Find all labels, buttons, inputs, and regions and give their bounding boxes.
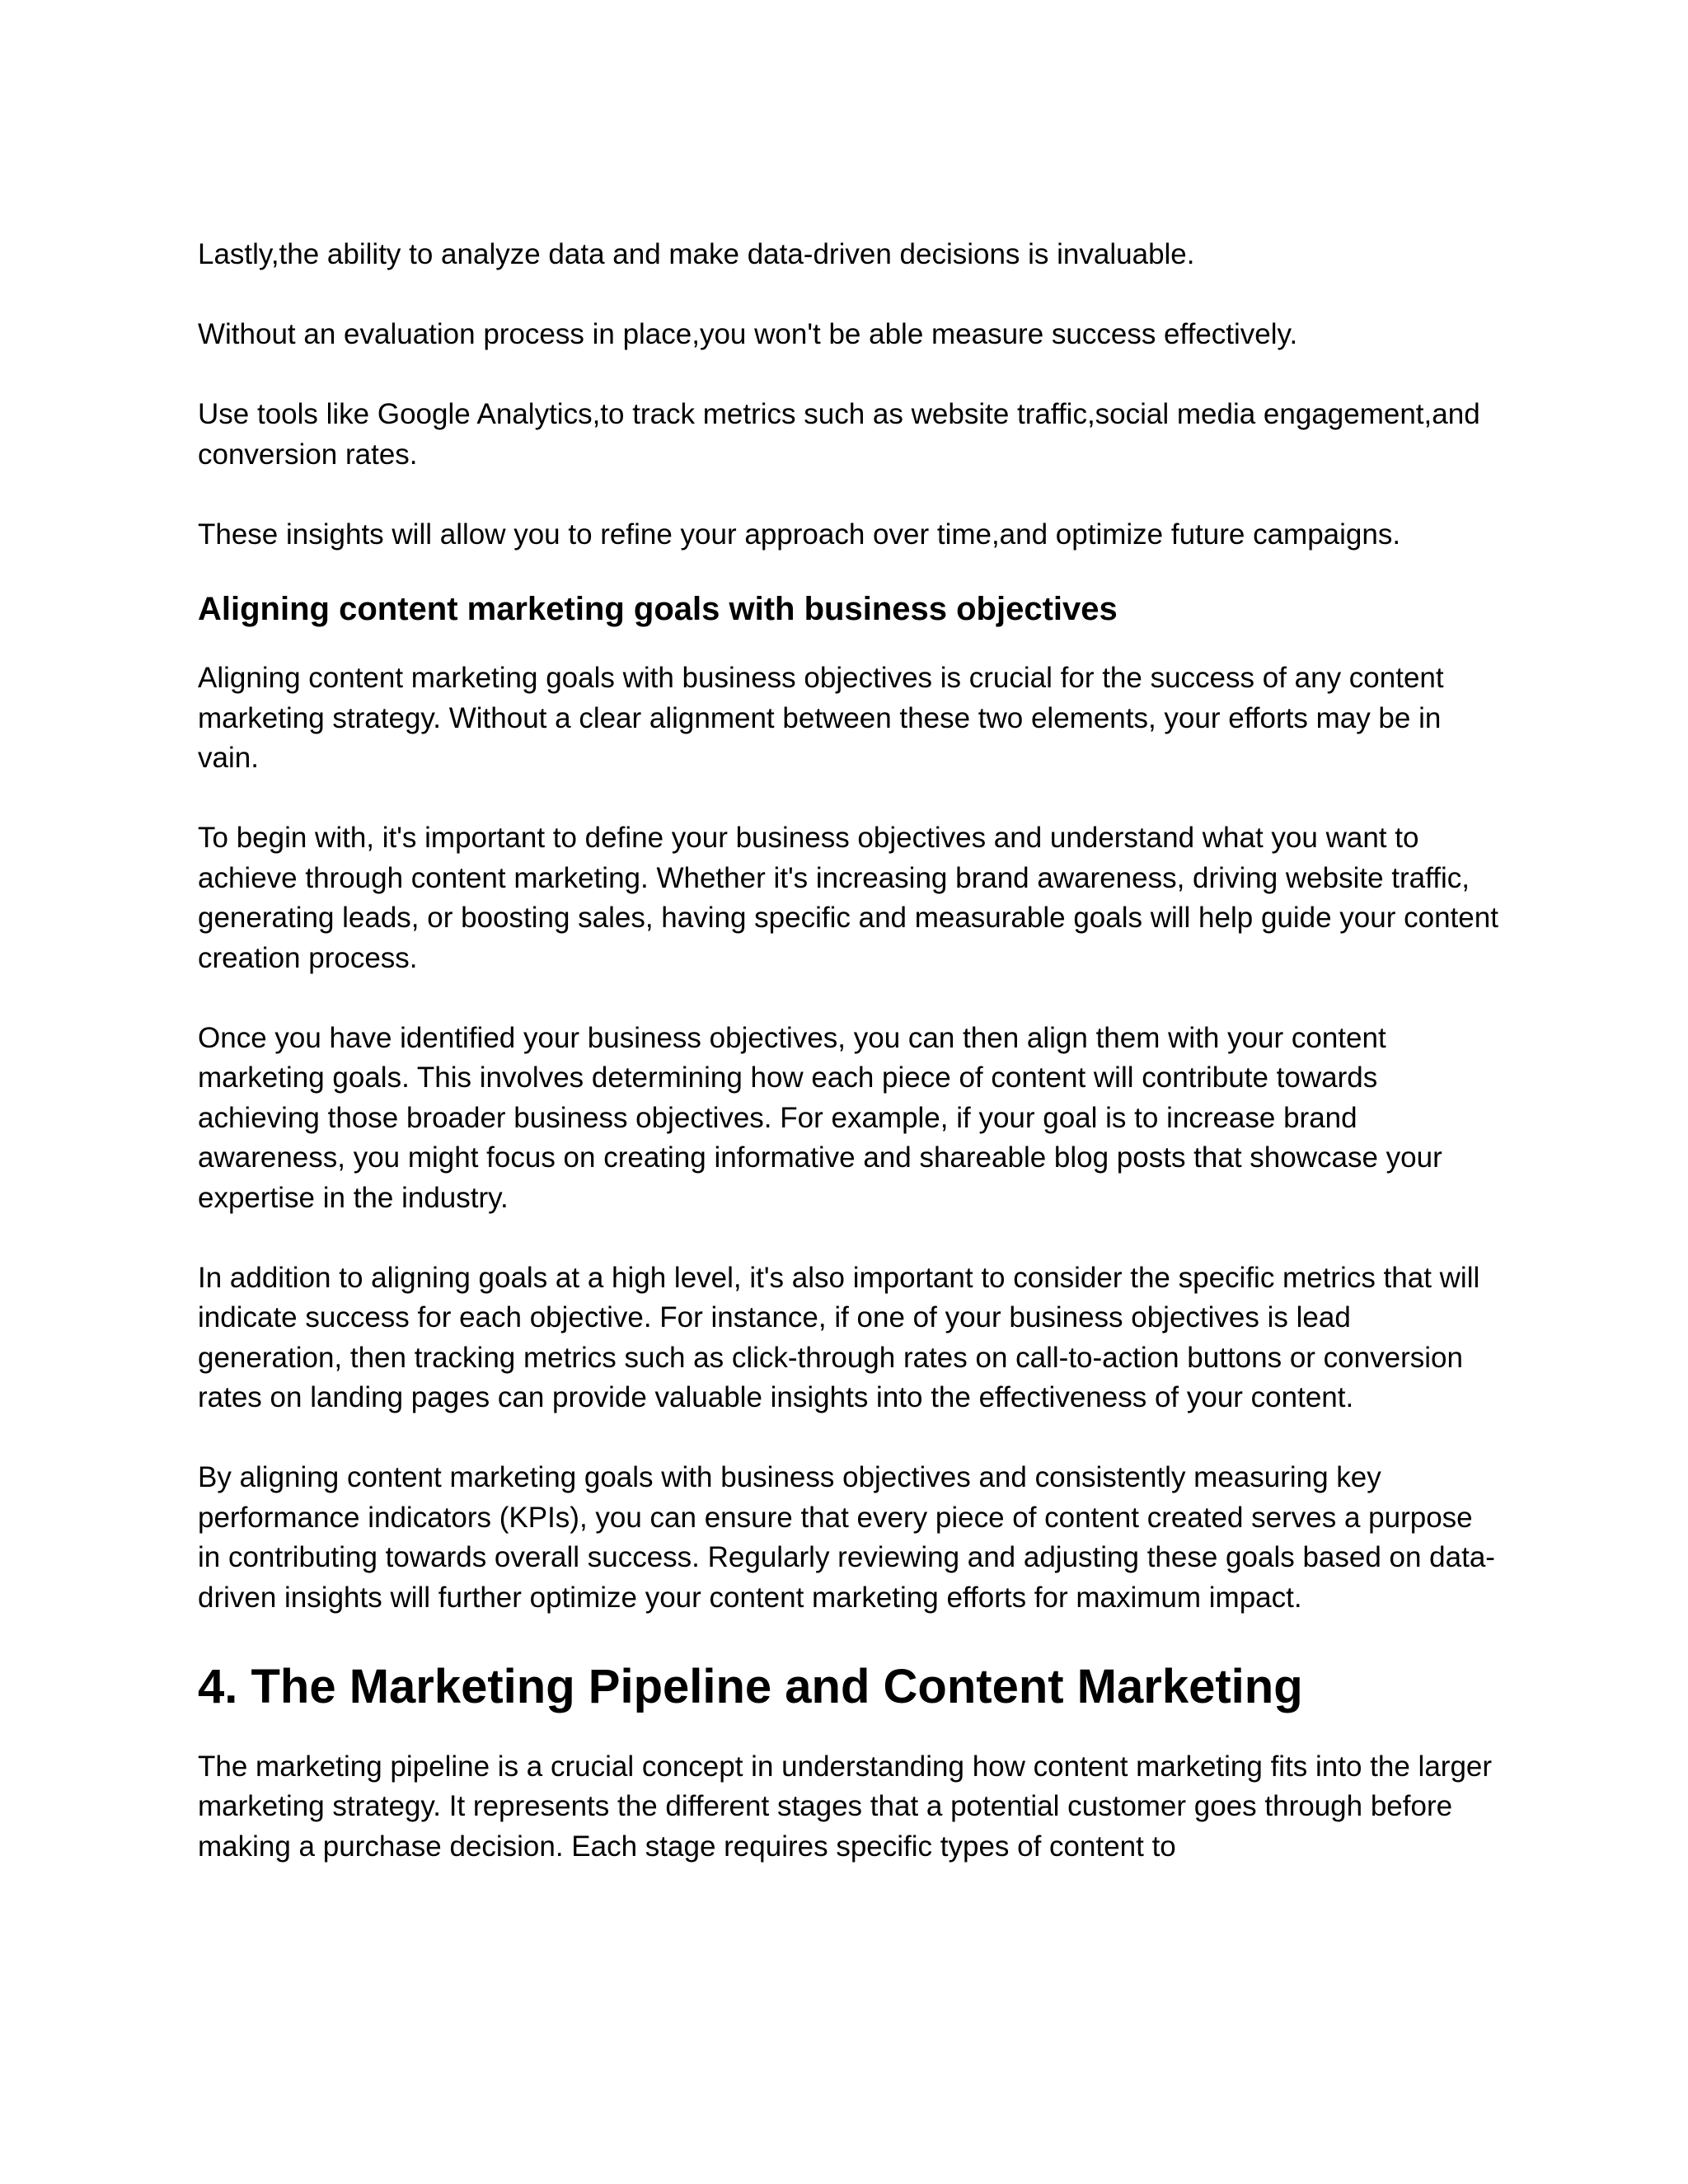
paragraph-chapter-1: The marketing pipeline is a crucial concept in understanding how content marketing fits into the larger marketing strategy. It represents the different stages that a potential customer goes through before making a purchase decision. Each stage requires specific types of content to [198, 1750, 1493, 1863]
paragraph-alignment-4: In addition to aligning goals at a high level, it's also important to consider the specific metrics that will indicate success for each objective. For instance, if one of your business objectives is lead generation, then tracking metrics such as click-through rates on call-to-action buttons or conversion rates on landing pages can provide valuable insights into the effectiveness of your content. [198, 1261, 1480, 1413]
paragraph-alignment-3: Once you have identified your business objectives, you can then align them with your content marketing goals. This involves determining how each piece of content will contribute towards achieving those broader business objectives. For example, if your goal is to increase brand awareness, you might focus on creating informative and shareable blog posts that showcase your expertise in the industry. [198, 1021, 1442, 1214]
paragraph-alignment-1: Aligning content marketing goals with business objectives is crucial for the success of any content marketing strategy. Without a clear alignment between these two elements, your efforts may be in vain. [198, 662, 1444, 774]
document-page [198, 235, 1500, 1907]
paragraph-intro-2: Without an evaluation process in place,you won't be able measure success effectively. [198, 318, 1298, 350]
paragraph-intro-3: Use tools like Google Analytics,to track metrics such as website traffic,social media engagement,and conversion rates. [198, 398, 1480, 471]
paragraph-intro-4: These insights will allow you to refine your approach over time,and optimize future campaigns. [198, 518, 1401, 551]
section-heading-alignment: Aligning content marketing goals with business objectives [198, 591, 1118, 627]
chapter-heading: 4. The Marketing Pipeline and Content Marketing [198, 1659, 1303, 1713]
paragraph-intro-1: Lastly,the ability to analyze data and make data-driven decisions is invaluable. [198, 238, 1195, 270]
paragraph-alignment-2: To begin with, it's important to define your business objectives and understand what you want to achieve through content marketing. Whether it's increasing brand awareness, driving website traffic, generating leads, or boosting sales, having specific and measurable goals will help guide your content creation process. [198, 822, 1498, 974]
paragraph-alignment-5: By aligning content marketing goals with business objectives and consistently measuring key performance indicators (KPIs), you can ensure that every piece of content created serves a purpose in contributing towards overall success. Regularly reviewing and adjusting these goals based on data-driven insights will further optimize your content marketing efforts for maximum impact. [198, 1461, 1495, 1614]
